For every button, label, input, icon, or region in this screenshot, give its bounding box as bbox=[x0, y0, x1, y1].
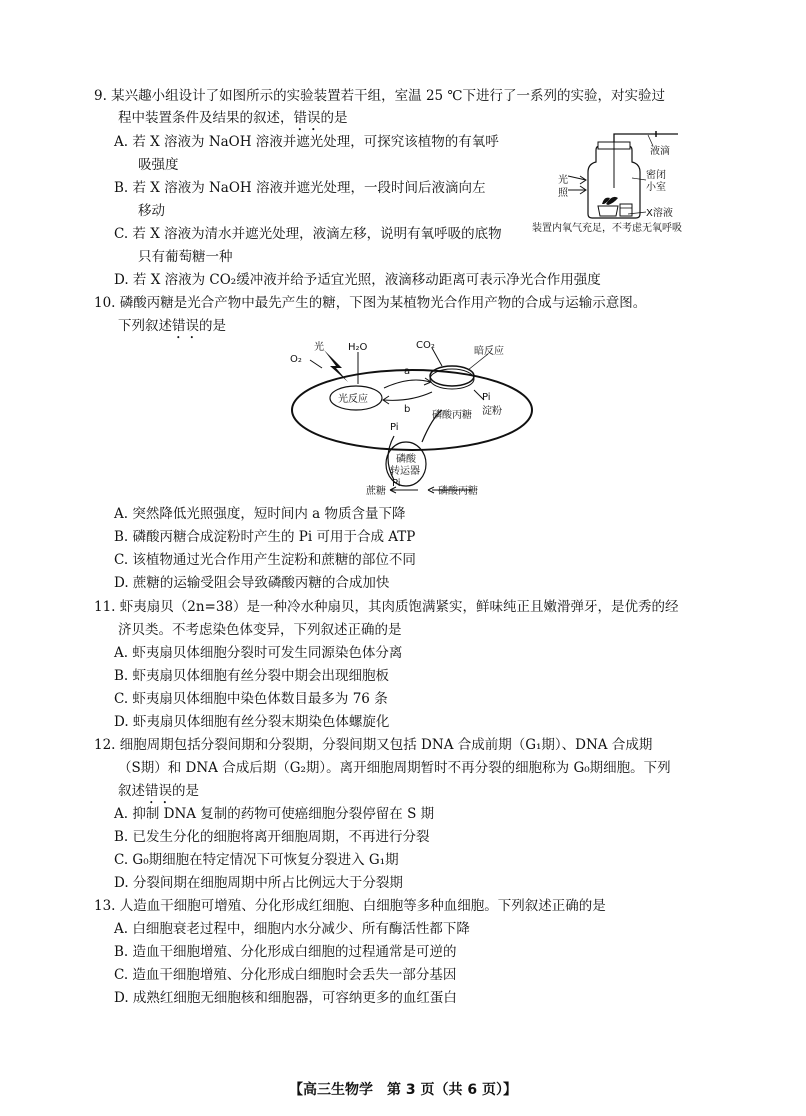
q13-option-d: D. 成熟红细胞无细胞核和细胞器，可容纳更多的血红蛋白 bbox=[114, 990, 457, 1006]
q10-option-b: B. 磷酸丙糖合成淀粉时产生的 Pi 可用于合成 ATP bbox=[114, 529, 416, 545]
q10-photosynthesis-figure bbox=[282, 338, 536, 500]
q10-option-a: A. 突然降低光照强度，短时间内 a 物质含量下降 bbox=[114, 506, 406, 522]
q12-option-d: D. 分裂间期在细胞周期中所占比例远大于分裂期 bbox=[114, 875, 403, 891]
q10-stem-line2: 下列叙述错误的是 bbox=[118, 318, 226, 334]
fig10-label-translocator-2: 转运器 bbox=[390, 466, 420, 477]
fig9-label-light-2: 照 bbox=[558, 188, 568, 199]
q10-option-d: D. 蔗糖的运输受阻会导致磷酸丙糖的合成加快 bbox=[114, 575, 390, 591]
fig10-label-triose-1: 磷酸丙糖 bbox=[432, 410, 472, 421]
q10-stem-line1: 10. 磷酸丙糖是光合产物中最先产生的糖，下图为某植物光合作用产物的合成与运输示意图。 bbox=[94, 295, 647, 311]
q11-option-b: B. 虾夷扇贝体细胞有丝分裂中期会出现细胞板 bbox=[114, 668, 390, 684]
q9-option-b: B. 若 X 溶液为 NaOH 溶液并遮光处理，一段时间后液滴向左 bbox=[114, 180, 486, 196]
q9-apparatus-figure bbox=[528, 128, 723, 238]
fig10-label-a: a bbox=[404, 366, 411, 377]
fig10-label-pi-3: Pi bbox=[392, 478, 401, 489]
q13-option-a: A. 白细胞衰老过程中，细胞内水分减少、所有酶活性都下降 bbox=[114, 921, 470, 937]
fig9-label-sealed-2: 小室 bbox=[646, 182, 666, 193]
q9-option-d: D. 若 X 溶液为 CO₂缓冲液并给予适宜光照，液滴移动距离可表示净光合作用强度 bbox=[114, 272, 601, 288]
fig10-label-sucrose: 蔗糖 bbox=[366, 486, 386, 497]
q9-stem-line2: 程中装置条件及结果的叙述，错误的是 bbox=[118, 110, 348, 126]
fig10-label-pi-2: Pi bbox=[390, 422, 399, 433]
fig9-label-sealed-1: 密闭 bbox=[646, 170, 666, 181]
fig10-label-translocator-1: 磷酸 bbox=[396, 454, 416, 465]
fig9-label-x-solution: X溶液 bbox=[646, 208, 673, 219]
fig9-label-drop: 液滴 bbox=[650, 146, 670, 157]
q13-option-b: B. 造血干细胞增殖、分化形成白细胞的过程通常是可逆的 bbox=[114, 944, 457, 960]
q9-option-a-cont: 吸强度 bbox=[138, 157, 179, 173]
q9-stem-line1: 9. 某兴趣小组设计了如图所示的实验装置若干组，室温 25 ℃下进行了一系列的实验，对实验过 bbox=[94, 88, 666, 104]
fig10-label-dark-reaction: 暗反应 bbox=[474, 346, 504, 357]
q9-option-c: C. 若 X 溶液为清水并遮光处理，液滴左移，说明有氧呼吸的底物 bbox=[114, 226, 502, 242]
q9-option-c-cont: 只有葡萄糖一种 bbox=[138, 249, 233, 265]
q11-stem-line2: 济贝类。不考虑染色体变异，下列叙述正确的是 bbox=[118, 622, 402, 638]
fig10-label-triose-2: 磷酸丙糖 bbox=[438, 486, 478, 497]
fig10-label-light-reaction: 光反应 bbox=[338, 394, 368, 405]
fig9-label-light-1: 光 bbox=[558, 175, 568, 186]
q11-stem-line1: 11. 虾夷扇贝（2n=38）是一种冷水种扇贝，其肉质饱满紧实，鲜味纯正且嫩滑弹牙，是优秀的经 bbox=[94, 599, 679, 615]
q12-option-b: B. 已发生分化的细胞将离开细胞周期，不再进行分裂 bbox=[114, 829, 430, 845]
fig10-label-starch: 淀粉 bbox=[482, 406, 502, 417]
page-footer: 【高三生物学 第 3 页（共 6 页）】 bbox=[289, 1082, 517, 1098]
q11-option-a: A. 虾夷扇贝体细胞分裂时可发生同源染色体分离 bbox=[114, 645, 403, 661]
fig10-label-pi-1: Pi bbox=[482, 392, 491, 403]
q12-option-c: C. G₀期细胞在特定情况下可恢复分裂进入 G₁期 bbox=[114, 852, 399, 868]
q12-stem-line3: 叙述错误的是 bbox=[118, 783, 199, 799]
q12-stem-line2: （S期）和 DNA 合成后期（G₂期）。离开细胞周期暂时不再分裂的细胞称为 G₀期细胞。下列 bbox=[118, 760, 671, 776]
q12-stem-line1: 12. 细胞周期包括分裂间期和分裂期，分裂间期又包括 DNA 合成前期（G₁期）、DNA 合成期 bbox=[94, 737, 653, 753]
fig10-label-h2o: H₂O bbox=[348, 342, 368, 353]
q9-option-a: A. 若 X 溶液为 NaOH 溶液并遮光处理，可探究该植物的有氧呼 bbox=[114, 134, 499, 150]
q13-stem: 13. 人造血干细胞可增殖、分化形成红细胞、白细胞等多种血细胞。下列叙述正确的是 bbox=[94, 898, 606, 914]
q10-option-c: C. 该植物通过光合作用产生淀粉和蔗糖的部位不同 bbox=[114, 552, 416, 568]
fig10-label-b: b bbox=[404, 404, 411, 415]
fig10-label-light: 光 bbox=[314, 342, 324, 353]
fig9-caption: 装置内氧气充足，不考虑无氧呼吸 bbox=[532, 223, 682, 234]
fig10-label-co2: CO₂ bbox=[416, 340, 435, 351]
q9-option-b-cont: 移动 bbox=[138, 203, 165, 219]
q12-option-a: A. 抑制 DNA 复制的药物可使癌细胞分裂停留在 S 期 bbox=[114, 806, 435, 822]
q11-option-c: C. 虾夷扇贝体细胞中染色体数目最多为 76 条 bbox=[114, 691, 388, 707]
fig10-label-o2: O₂ bbox=[290, 354, 302, 365]
q13-option-c: C. 造血干细胞增殖、分化形成白细胞时会丢失一部分基因 bbox=[114, 967, 457, 983]
q11-option-d: D. 虾夷扇贝体细胞有丝分裂末期染色体螺旋化 bbox=[114, 714, 390, 730]
